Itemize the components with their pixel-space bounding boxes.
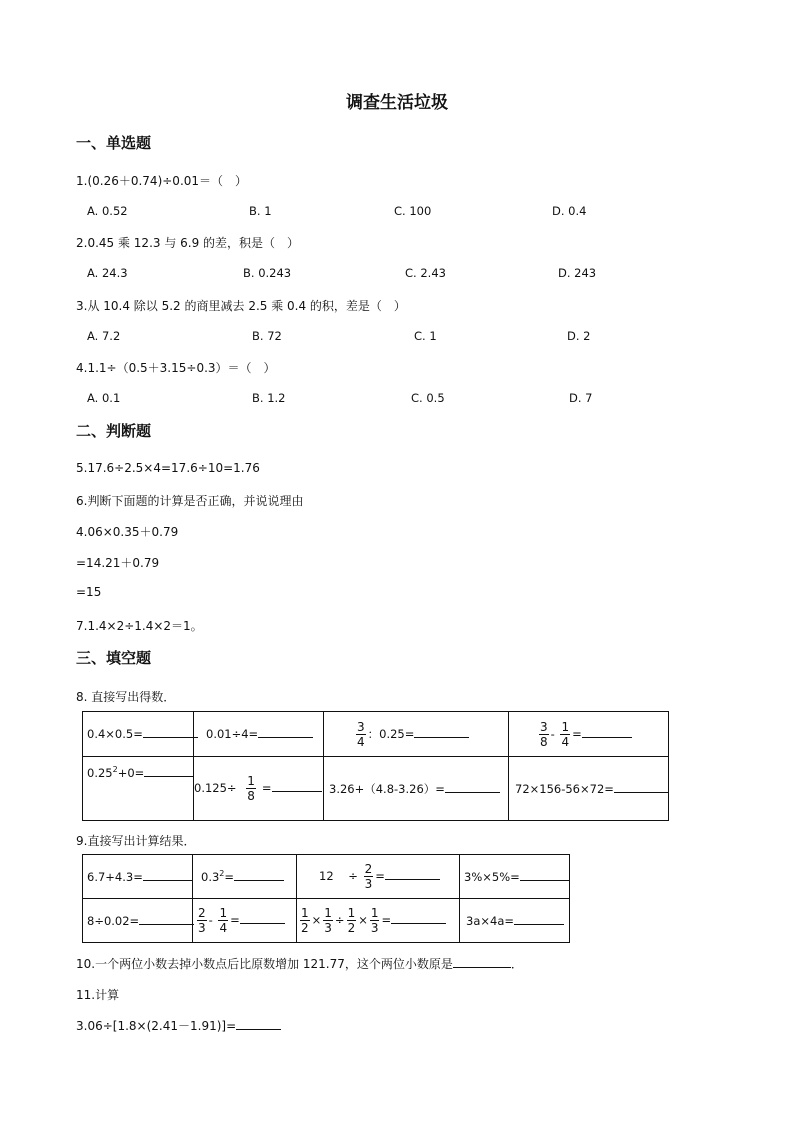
operator: = <box>572 726 582 741</box>
numerator: 3 <box>540 719 548 734</box>
question-6: 6.判断下面题的计算是否正确，并说说理由 <box>76 494 304 508</box>
answer-blank[interactable] <box>143 737 198 738</box>
operator: - <box>550 726 555 741</box>
question-11: 11.计算 <box>76 988 120 1002</box>
numerator: 1 <box>219 906 228 920</box>
operator: - <box>208 913 213 927</box>
fraction <box>364 863 374 890</box>
denominator: 4 <box>357 734 365 749</box>
operator: = <box>375 869 385 883</box>
section-heading-true-false: 二、判断题 <box>76 422 152 440</box>
numerator: 1 <box>324 906 332 920</box>
denominator: 3 <box>370 921 379 935</box>
denominator: 2 <box>347 921 356 935</box>
q3-option-d[interactable]: D. 2 <box>567 329 591 343</box>
q1-option-d[interactable]: D. 0.4 <box>552 204 587 218</box>
question-9: 9.直接写出计算结果． <box>76 834 196 848</box>
question-7: 7.1.4×2÷1.4×2＝1。 <box>76 619 203 633</box>
expression: 0.25 <box>87 765 113 780</box>
denominator: 4 <box>561 734 570 749</box>
fraction <box>197 907 207 934</box>
denominator: 4 <box>219 921 228 935</box>
q1-option-c[interactable]: C. 100 <box>394 204 432 218</box>
table-cell <box>297 899 460 943</box>
table-cell <box>193 855 297 899</box>
answer-blank[interactable] <box>520 880 570 881</box>
answer-blank[interactable] <box>143 880 193 881</box>
numerator: 1 <box>301 906 309 920</box>
page-title: 调查生活垃圾 <box>346 93 448 113</box>
answer-blank[interactable] <box>445 792 500 793</box>
table-row <box>83 712 669 757</box>
table-cell <box>83 855 193 899</box>
numerator: 2 <box>198 906 206 920</box>
fraction <box>323 907 333 934</box>
q2-option-c[interactable]: C. 2.43 <box>405 266 446 280</box>
table-cell <box>297 855 460 899</box>
question-10-text: 10.一个两位小数去掉小数点后比原数增加 121.77，这个两位小数原是 <box>76 957 453 971</box>
operator: ÷ <box>334 913 345 927</box>
denominator: 8 <box>540 734 548 749</box>
table-cell <box>83 757 194 821</box>
answer-blank[interactable] <box>272 791 322 792</box>
question-11-expression <box>76 1017 281 1034</box>
q3-option-b[interactable]: B. 72 <box>252 329 282 343</box>
expression: ：0.25= <box>367 726 415 741</box>
section-heading-fill-blank: 三、填空题 <box>76 649 152 667</box>
q3-option-c[interactable]: C. 1 <box>414 329 437 343</box>
numerator: 1 <box>347 906 356 920</box>
expression: +0= <box>117 765 145 780</box>
answer-blank[interactable] <box>453 967 511 968</box>
operator: ÷ <box>348 869 358 883</box>
expression: 0.3 <box>201 869 220 884</box>
q9-table <box>82 854 570 943</box>
fraction <box>218 907 228 934</box>
table-row <box>83 757 669 821</box>
question-8: 8. 直接写出得数． <box>76 690 176 704</box>
answer-blank[interactable] <box>240 923 285 924</box>
table-cell <box>324 712 509 757</box>
q1-option-a[interactable]: A. 0.52 <box>87 204 128 218</box>
q6-calc-line-1: 4.06×0.35＋0.79 <box>76 525 179 539</box>
question-5: 5.17.6÷2.5×4=17.6÷10=1.76 <box>76 461 260 475</box>
expression: = <box>224 869 235 884</box>
question-3: 3.从 10.4 除以 5.2 的商里减去 2.5 乘 0.4 的积，差是（ ） <box>76 299 406 313</box>
answer-blank[interactable] <box>414 737 469 738</box>
exponent: 2 <box>112 765 118 774</box>
operator: × <box>311 913 322 927</box>
table-cell <box>460 899 570 943</box>
q2-option-d[interactable]: D. 243 <box>558 266 597 280</box>
denominator: 3 <box>198 921 206 935</box>
table-cell <box>509 757 669 821</box>
expression: 0.125÷ <box>194 781 237 795</box>
operator: × <box>358 913 368 927</box>
expression: 0.4×0.5= <box>87 727 143 741</box>
fraction <box>356 721 366 748</box>
q6-calc-line-3: =15 <box>76 585 102 599</box>
q2-option-b[interactable]: B. 0.243 <box>243 266 292 280</box>
expression: 0.01÷4= <box>206 727 259 741</box>
table-cell <box>83 899 193 943</box>
q6-calc-line-2: =14.21＋0.79 <box>76 556 160 570</box>
answer-blank[interactable] <box>582 737 632 738</box>
expression: 3.26+（4.8-3.26）= <box>329 781 445 796</box>
table-cell <box>509 712 669 757</box>
expression: 3a×4a= <box>466 913 514 928</box>
answer-blank[interactable] <box>236 1029 281 1030</box>
question-10-end: ． <box>510 957 523 971</box>
answer-blank[interactable] <box>385 879 440 880</box>
numerator: 3 <box>357 719 365 734</box>
question-1: 1.(0.26＋0.74)÷0.01＝（ ） <box>76 174 248 188</box>
fraction <box>246 775 256 802</box>
q4-option-c[interactable]: C. 0.5 <box>411 391 445 405</box>
q1-option-b[interactable]: B. 1 <box>249 204 272 218</box>
q2-option-a[interactable]: A. 24.3 <box>87 266 128 280</box>
q4-option-d[interactable]: D. 7 <box>569 391 593 405</box>
expression: 8÷0.02= <box>87 913 140 928</box>
fraction <box>300 907 310 934</box>
numerator: 1 <box>561 719 570 734</box>
numerator: 1 <box>247 774 255 788</box>
expression: 6.7+4.3= <box>87 869 143 884</box>
operator: = <box>261 781 272 795</box>
q3-option-a[interactable]: A. 7.2 <box>87 329 121 343</box>
operator: = <box>230 913 240 927</box>
table-cell <box>460 855 570 899</box>
answer-blank[interactable] <box>391 923 446 924</box>
denominator: 3 <box>324 921 332 935</box>
answer-blank[interactable] <box>234 880 284 881</box>
q8-table <box>82 711 669 821</box>
answer-blank[interactable] <box>614 792 669 793</box>
table-cell <box>194 757 324 821</box>
question-4: 4.1.1÷（0.5＋3.15÷0.3）＝（ ） <box>76 361 276 375</box>
expression: 3.06÷[1.8×(2.41－1.91)]= <box>76 1019 237 1033</box>
question-2: 2.0.45 乘 12.3 与 6.9 的差，积是（ ） <box>76 236 300 250</box>
fraction <box>539 721 549 748</box>
section-heading-single-choice: 一、单选题 <box>76 134 152 152</box>
numerator: 2 <box>364 862 373 876</box>
expression: 72×156-56×72= <box>515 781 614 796</box>
denominator: 8 <box>247 789 255 803</box>
table-row <box>83 899 570 943</box>
fraction <box>347 907 357 934</box>
expression: 3%×5%= <box>464 869 520 884</box>
answer-blank[interactable] <box>258 737 313 738</box>
answer-blank[interactable] <box>514 924 564 925</box>
table-cell <box>83 712 194 757</box>
q4-option-a[interactable]: A. 0.1 <box>87 391 121 405</box>
denominator: 3 <box>364 877 373 891</box>
table-cell <box>194 712 324 757</box>
expression: 12 <box>319 869 334 883</box>
fraction <box>560 721 570 748</box>
table-cell <box>324 757 509 821</box>
denominator: 2 <box>301 921 309 935</box>
exponent: 2 <box>219 869 225 879</box>
table-row <box>83 855 570 899</box>
fraction <box>370 907 380 934</box>
operator: = <box>381 913 392 927</box>
question-10 <box>76 955 523 972</box>
q4-option-b[interactable]: B. 1.2 <box>252 391 286 405</box>
table-cell <box>193 899 297 943</box>
answer-blank[interactable] <box>144 776 194 777</box>
numerator: 1 <box>370 906 379 920</box>
answer-blank[interactable] <box>139 924 194 925</box>
